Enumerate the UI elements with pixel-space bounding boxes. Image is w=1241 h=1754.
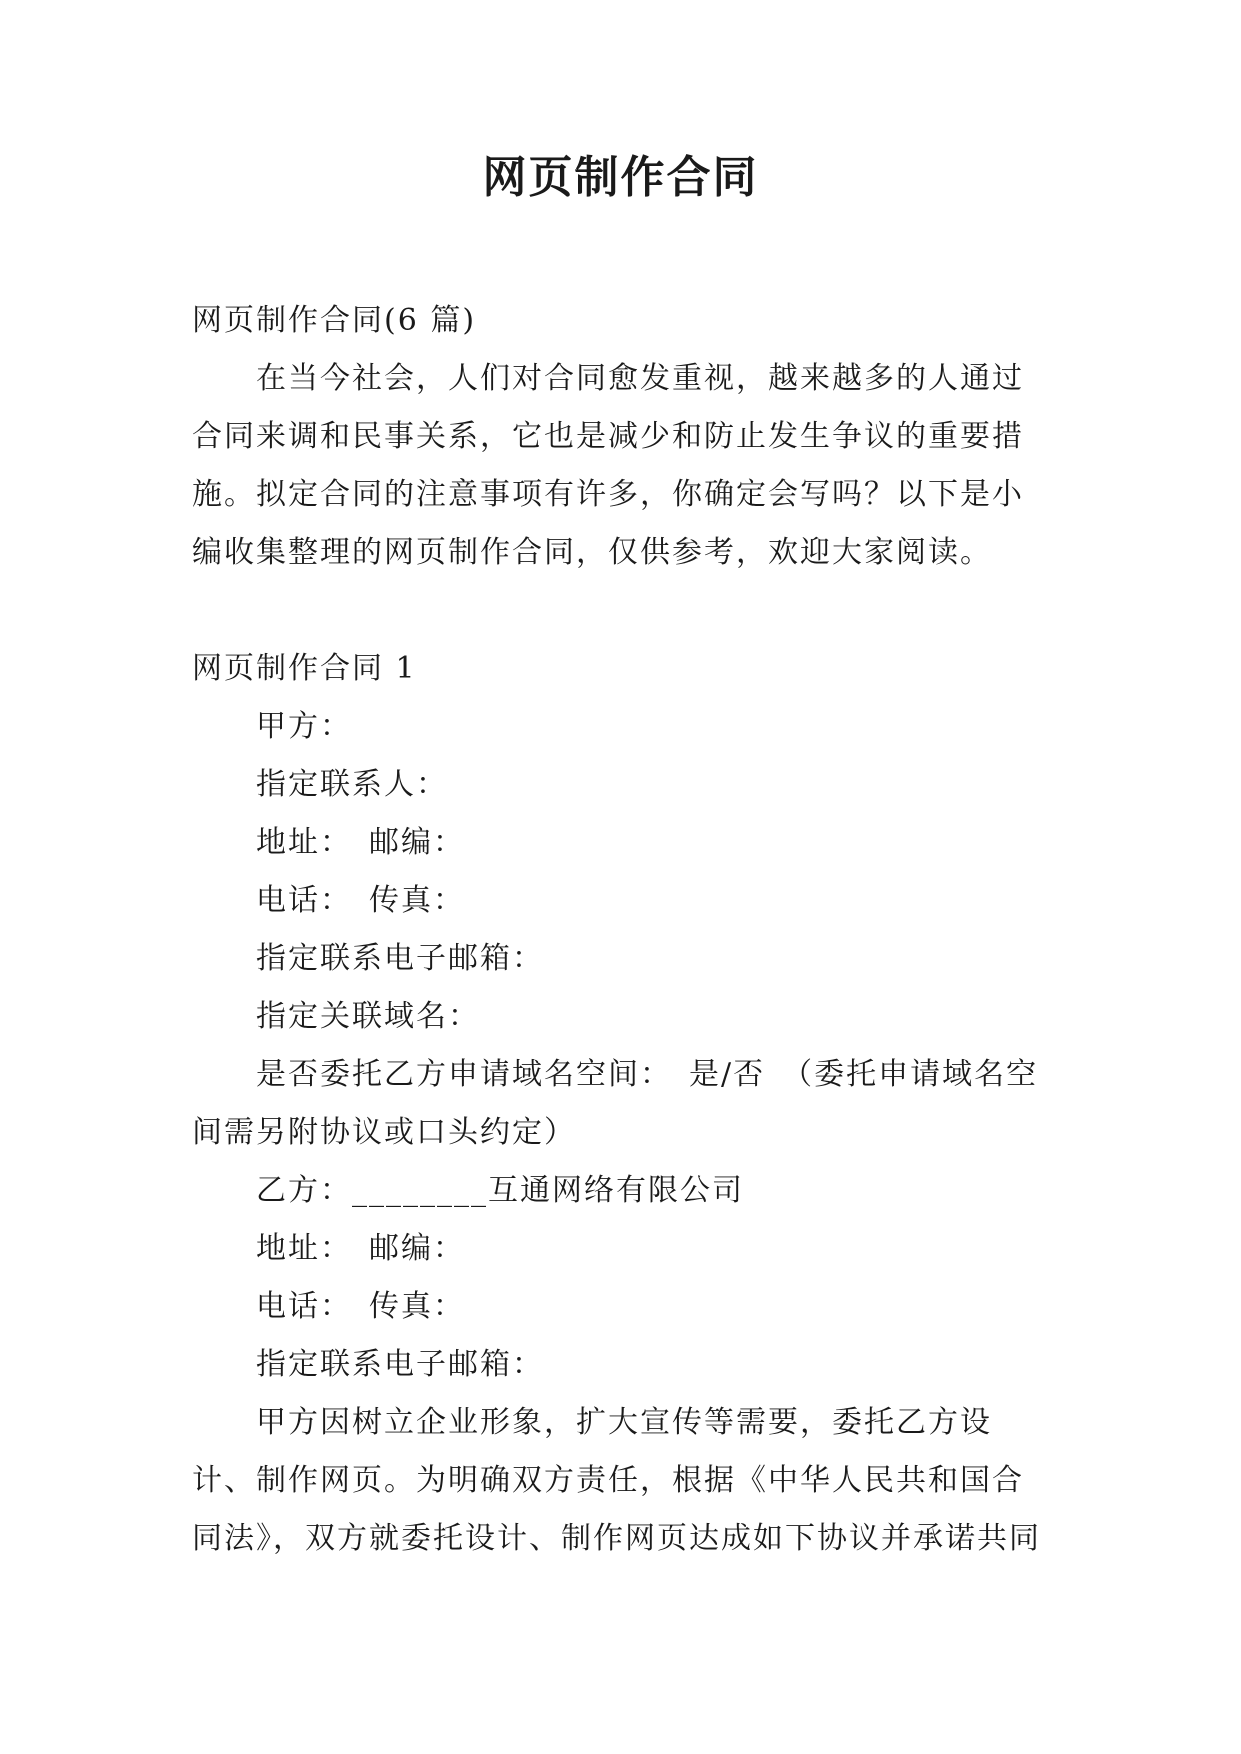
party-a-address-line: 地址： 邮编： [256,825,465,860]
agreement-paragraph: 甲方因树立企业形象，扩大宣传等需要，委托乙方设计、制作网页。为明确双方责任，根据《中华人民共和国合同法》，双方就委托设计、制作网页达成如下协议并承诺共同 [192,1405,1041,1556]
intro-paragraph: 在当今社会，人们对合同愈发重视，越来越多的人通过合同来调和民事关系，它也是减少和防止发生争议的重要措施。拟定合同的注意事项有许多，你确定会写吗？以下是小编收集整理的网页制作合同，仅供参考，欢迎大家阅读。 [192,361,1024,570]
party-a-email-line: 指定联系电子邮箱： [256,941,544,976]
party-b-email-line: 指定联系电子邮箱： [256,1347,544,1382]
document-subtitle: 网页制作合同(6 篇) [192,303,477,338]
party-a-line: 甲方： [256,709,352,744]
party-b-line: 乙方：________互通网络有限公司 [256,1173,744,1208]
domain-delegation-line: 是否委托乙方申请域名空间： 是/否 （委托申请域名空间需另附协议或口头约定） [192,1057,1039,1150]
document-body [192,292,1052,1568]
party-a-phone-line: 电话： 传真： [256,883,465,918]
section-heading: 网页制作合同 1 [192,651,417,686]
party-b-phone-line: 电话： 传真： [256,1289,465,1324]
party-a-contact-line: 指定联系人： [256,767,448,802]
document-title: 网页制作合同 [482,152,759,203]
party-a-domain-line: 指定关联域名： [256,999,480,1034]
party-b-address-line: 地址： 邮编： [256,1231,465,1266]
